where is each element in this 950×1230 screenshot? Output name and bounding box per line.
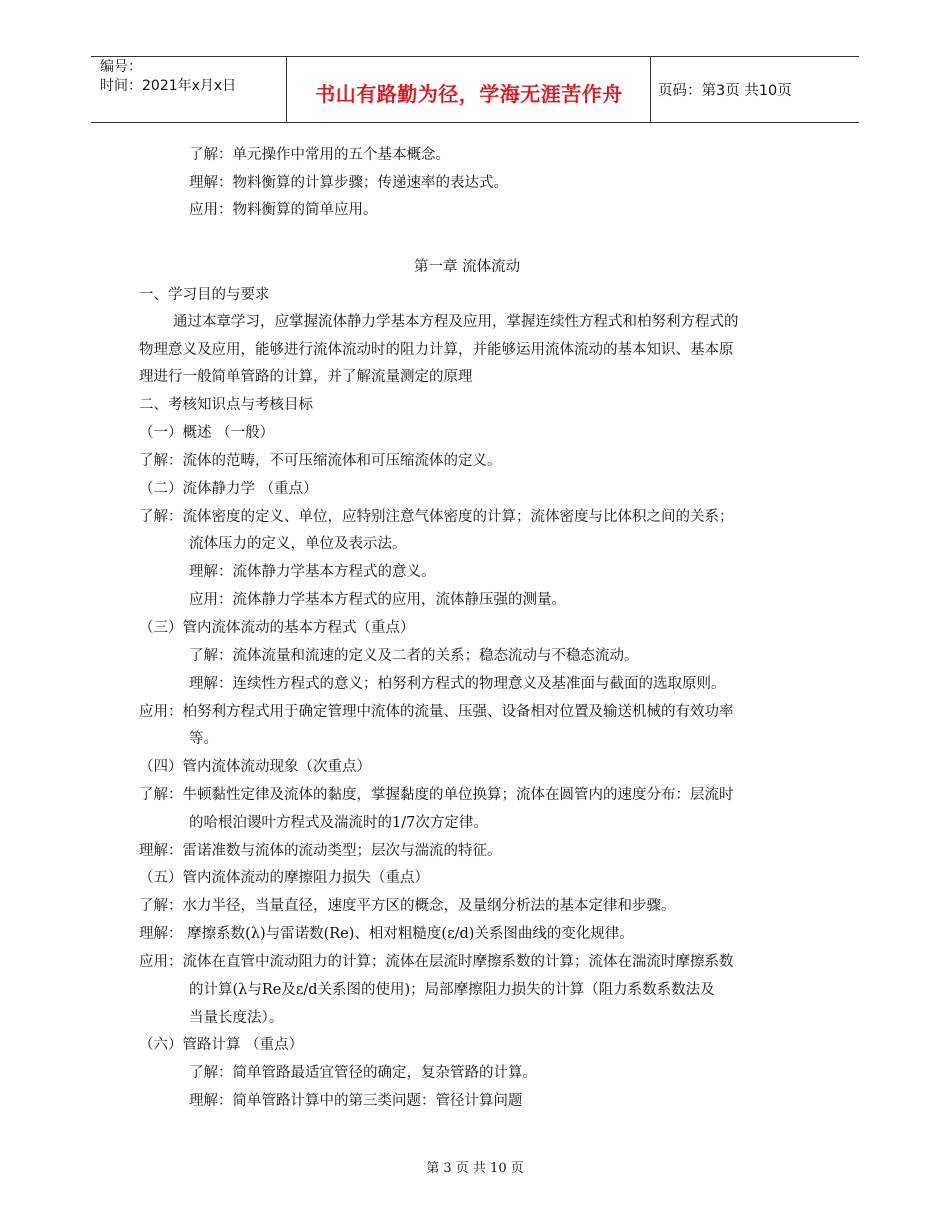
- text-line: 理解：简单管路计算中的第三类问题：管径计算问题: [189, 1093, 523, 1109]
- text-line: 理解：物料衡算的计算步骤；传递速率的表达式。: [189, 175, 508, 191]
- page-footer: 第 3 页 共 10 页: [426, 1161, 524, 1176]
- doc-date: 时间：2021年x月x日: [100, 78, 237, 94]
- doc-number-label: 编号：: [100, 59, 142, 75]
- subsection-heading: （五）管内流体流动的摩擦阻力损失（重点）: [139, 870, 429, 886]
- header-left: [100, 58, 236, 96]
- text-line: 了解：简单管路最适宜管径的确定，复杂管路的计算。: [189, 1065, 537, 1081]
- section-heading: 二、考核知识点与考核目标: [139, 397, 313, 413]
- text-line: 流体压力的定义，单位及表示法。: [189, 536, 407, 552]
- header-top-rule: [91, 56, 859, 57]
- text-line: 等。: [189, 731, 218, 747]
- text-line: 理解：雷诺准数与流体的流动类型；层次与湍流的特征。: [139, 843, 502, 859]
- text-line: 了解：水力半径，当量直径，速度平方区的概念，及量纲分析法的基本定律和步骤。: [139, 898, 676, 914]
- text-line: 理解：流体静力学基本方程式的意义。: [189, 564, 436, 580]
- section-heading: 一、学习目的与要求: [139, 287, 270, 303]
- text-line: 的计算(λ与Re及ε/d关系图的使用)；局部摩擦阻力损失的计算（阻力系数系数法及: [189, 982, 715, 998]
- text-line: 应用：物料衡算的简单应用。: [189, 202, 378, 218]
- subsection-heading: （二）流体静力学 （重点）: [139, 481, 318, 497]
- text-line: 当量长度法）。: [189, 1010, 284, 1026]
- text-line: 通过本章学习，应掌握流体静力学基本方程及应用，掌握连续性方程式和柏努利方程式的: [173, 314, 739, 330]
- text-line: 了解：单元操作中常用的五个基本概念。: [189, 147, 450, 163]
- text-line: 应用：流体在直管中流动阻力的计算；流体在层流时摩擦系数的计算；流体在湍流时摩擦系数: [139, 954, 734, 970]
- text-line: 的哈根泊谡叶方程式及湍流时的1/7次方定律。: [189, 815, 488, 831]
- text-line: 应用：流体静力学基本方程式的应用，流体静压强的测量。: [189, 592, 566, 608]
- subsection-heading: （六）管路计算 （重点）: [139, 1037, 304, 1053]
- header-bottom-rule: [91, 122, 859, 123]
- text-line: 理解： 摩擦系数(λ)与雷诺数(Re)、相对粗糙度(ε/d)关系图曲线的变化规律。: [139, 926, 634, 942]
- text-line: 了解：流体的范畴，不可压缩流体和可压缩流体的定义。: [139, 453, 502, 469]
- text-line: 了解：流体密度的定义、单位，应特别注意气体密度的计算；流体密度与比体积之间的关系；: [139, 509, 734, 525]
- subsection-heading: （一）概述 （一般）: [139, 425, 275, 441]
- text-line: 理解：连续性方程式的意义；柏努利方程式的物理意义及基准面与截面的选取原则。: [189, 676, 726, 692]
- chapter-title: 第一章 流体流动: [414, 259, 521, 275]
- header-motto: 书山有路勤为径，学海无涯苦作舟: [315, 82, 623, 106]
- text-line: 理进行一般简单管路的计算，并了解流量测定的原理: [139, 369, 473, 385]
- header-divider-left: [286, 56, 287, 122]
- subsection-heading: （三）管内流体流动的基本方程式（重点）: [139, 620, 415, 636]
- text-line: 了解：牛顿黏性定律及流体的黏度，掌握黏度的单位换算；流体在圆管内的速度分布：层流时: [139, 787, 734, 803]
- text-line: 了解：流体流量和流速的定义及二者的关系；稳态流动与不稳态流动。: [189, 648, 639, 664]
- header-divider-right: [650, 56, 651, 122]
- text-line: 物理意义及应用，能够进行流体流动时的阻力计算，并能够运用流体流动的基本知识、基本原: [139, 342, 734, 358]
- subsection-heading: （四）管内流体流动现象（次重点）: [139, 759, 371, 775]
- header-page-info: 页码：第3页 共10页: [658, 83, 792, 99]
- text-line: 应用：柏努利方程式用于确定管理中流体的流量、压强、设备相对位置及输送机械的有效功率: [139, 704, 734, 720]
